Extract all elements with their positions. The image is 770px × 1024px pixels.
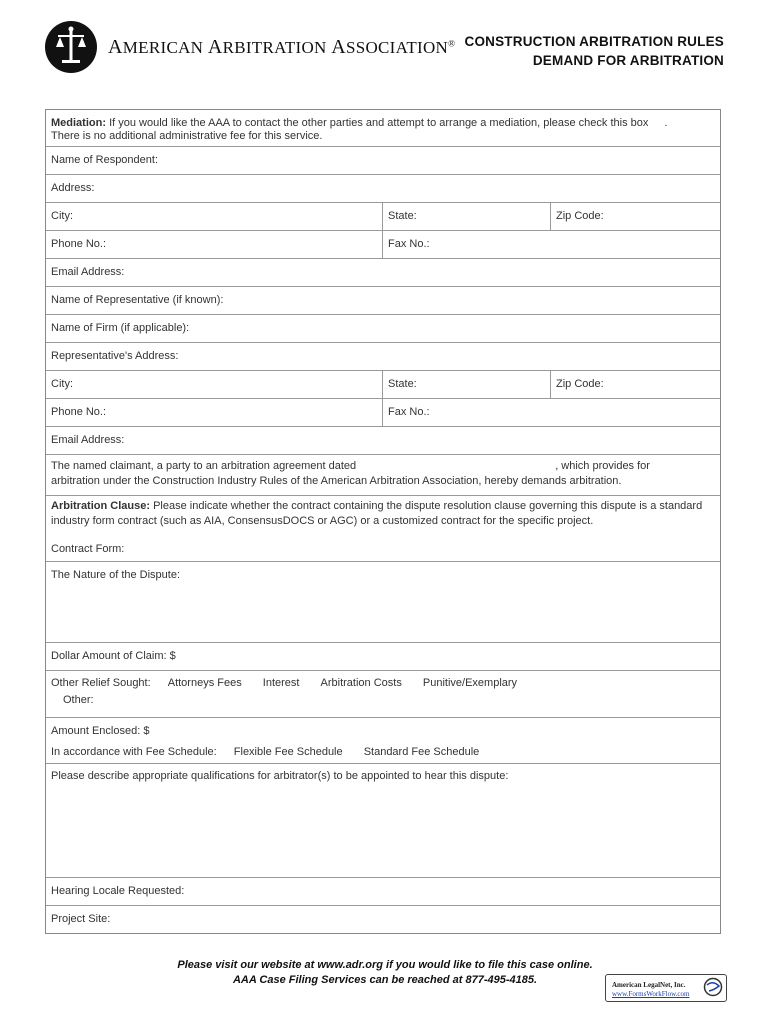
representative-address-field[interactable]: Representative's Address:: [46, 342, 720, 370]
relief-option-interest[interactable]: Interest: [262, 677, 300, 689]
fax-field[interactable]: Fax No.:: [388, 238, 430, 250]
respondent-name-field[interactable]: Name of Respondent:: [46, 146, 720, 174]
other-relief-row: Other Relief Sought: Attorneys Fees Interest Arbitration Costs Punitive/Exemplary Other:: [46, 670, 720, 717]
rep-zip-field[interactable]: Zip Code:: [556, 378, 604, 390]
mediation-label: Mediation:: [51, 117, 106, 129]
rep-city-field[interactable]: City:: [46, 371, 383, 398]
hearing-locale-field[interactable]: Hearing Locale Requested:: [46, 877, 720, 905]
state-field[interactable]: State:: [383, 203, 551, 230]
mediation-text: If you would like the AAA to contact the other parties and attempt to arrange a mediation, please check this box: [109, 117, 649, 129]
firm-name-field[interactable]: Name of Firm (if applicable):: [46, 314, 720, 342]
contract-form-field[interactable]: Contract Form:: [51, 543, 125, 555]
relief-other-field[interactable]: Other:: [63, 694, 94, 706]
mediation-note: There is no additional administrative fee for this service.: [51, 130, 323, 142]
arbitrator-qualifications-field[interactable]: Please describe appropriate qualifications for arbitrator(s) to be appointed to hear this dispute:: [46, 763, 720, 877]
clause-text: Please indicate whether the contract containing the dispute resolution clause governing this dispute is a standard industry form contract (such as AIA, ConsensusDOCS or AGC) or a customized contract for the specific project.: [51, 500, 703, 527]
aaa-seal-logo: [44, 20, 98, 74]
relief-option-punitive[interactable]: Punitive/Exemplary: [422, 677, 518, 689]
footer-phone-line: AAA Case Filing Services can be reached at 877-495-4185.: [232, 974, 538, 986]
amount-enclosed-row: Amount Enclosed: $ In accordance with Fee Schedule: Flexible Fee Schedule Standard Fee Schedule: [46, 717, 720, 763]
demand-form: [45, 109, 721, 934]
mediation-checkbox[interactable]: [654, 116, 664, 126]
rep-state-field[interactable]: State:: [383, 371, 551, 398]
rep-city-state-zip-row: [46, 370, 720, 398]
relief-option-arbitration-costs[interactable]: Arbitration Costs: [320, 677, 402, 689]
representative-name-field[interactable]: Name of Representative (if known):: [46, 286, 720, 314]
nature-of-dispute-field[interactable]: The Nature of the Dispute:: [46, 561, 720, 642]
arbitration-clause-row: [46, 495, 720, 561]
email-field[interactable]: Email Address:: [46, 258, 720, 286]
rep-phone-fax-row: [46, 398, 720, 426]
fee-option-flexible[interactable]: Flexible Fee Schedule: [233, 746, 343, 758]
fee-option-standard[interactable]: Standard Fee Schedule: [363, 746, 480, 758]
title-line-1: CONSTRUCTION ARBITRATION RULES: [464, 34, 724, 49]
footer-website-line: Please visit our website at www.adr.org if you would like to file this case online.: [177, 959, 593, 971]
mediation-row: Mediation: If you would like the AAA to contact the other parties and attempt to arrange a mediation, please check this box . There is no additional administrative fee for this service.: [51, 117, 668, 142]
legalnet-badge: [605, 974, 727, 1002]
globe-icon: [703, 977, 723, 997]
project-site-field[interactable]: Project Site:: [46, 905, 720, 933]
rep-email-field[interactable]: Email Address:: [46, 426, 720, 454]
phone-fax-row: [46, 230, 720, 258]
title-line-2: DEMAND FOR ARBITRATION: [532, 53, 724, 68]
clause-label: Arbitration Clause:: [51, 500, 151, 512]
address-field[interactable]: Address:: [46, 174, 720, 202]
city-field[interactable]: City:: [46, 203, 383, 230]
phone-field[interactable]: Phone No.:: [46, 231, 383, 258]
dollar-amount-field[interactable]: Dollar Amount of Claim: $: [46, 642, 720, 670]
relief-option-attorneys-fees[interactable]: Attorneys Fees: [167, 677, 242, 689]
org-name: AMERICAN ARBITRATION ASSOCIATION®: [108, 36, 456, 58]
claimant-statement: The named claimant, a party to an arbitration agreement dated , which provides for arbitration under the Construction Industry Rules of the American Arbitration Association, hereby demands arbitration.: [46, 454, 720, 495]
amount-enclosed-field[interactable]: Amount Enclosed: $: [51, 725, 150, 737]
rep-phone-field[interactable]: Phone No.:: [46, 399, 383, 426]
city-state-zip-row: [46, 202, 720, 230]
badge-company: American LegalNet, Inc.: [612, 981, 686, 989]
zip-field[interactable]: Zip Code:: [556, 210, 604, 222]
document-title: [465, 32, 725, 70]
rep-fax-field[interactable]: Fax No.:: [388, 406, 430, 418]
badge-link[interactable]: www.FormsWorkFlow.com: [612, 990, 690, 998]
